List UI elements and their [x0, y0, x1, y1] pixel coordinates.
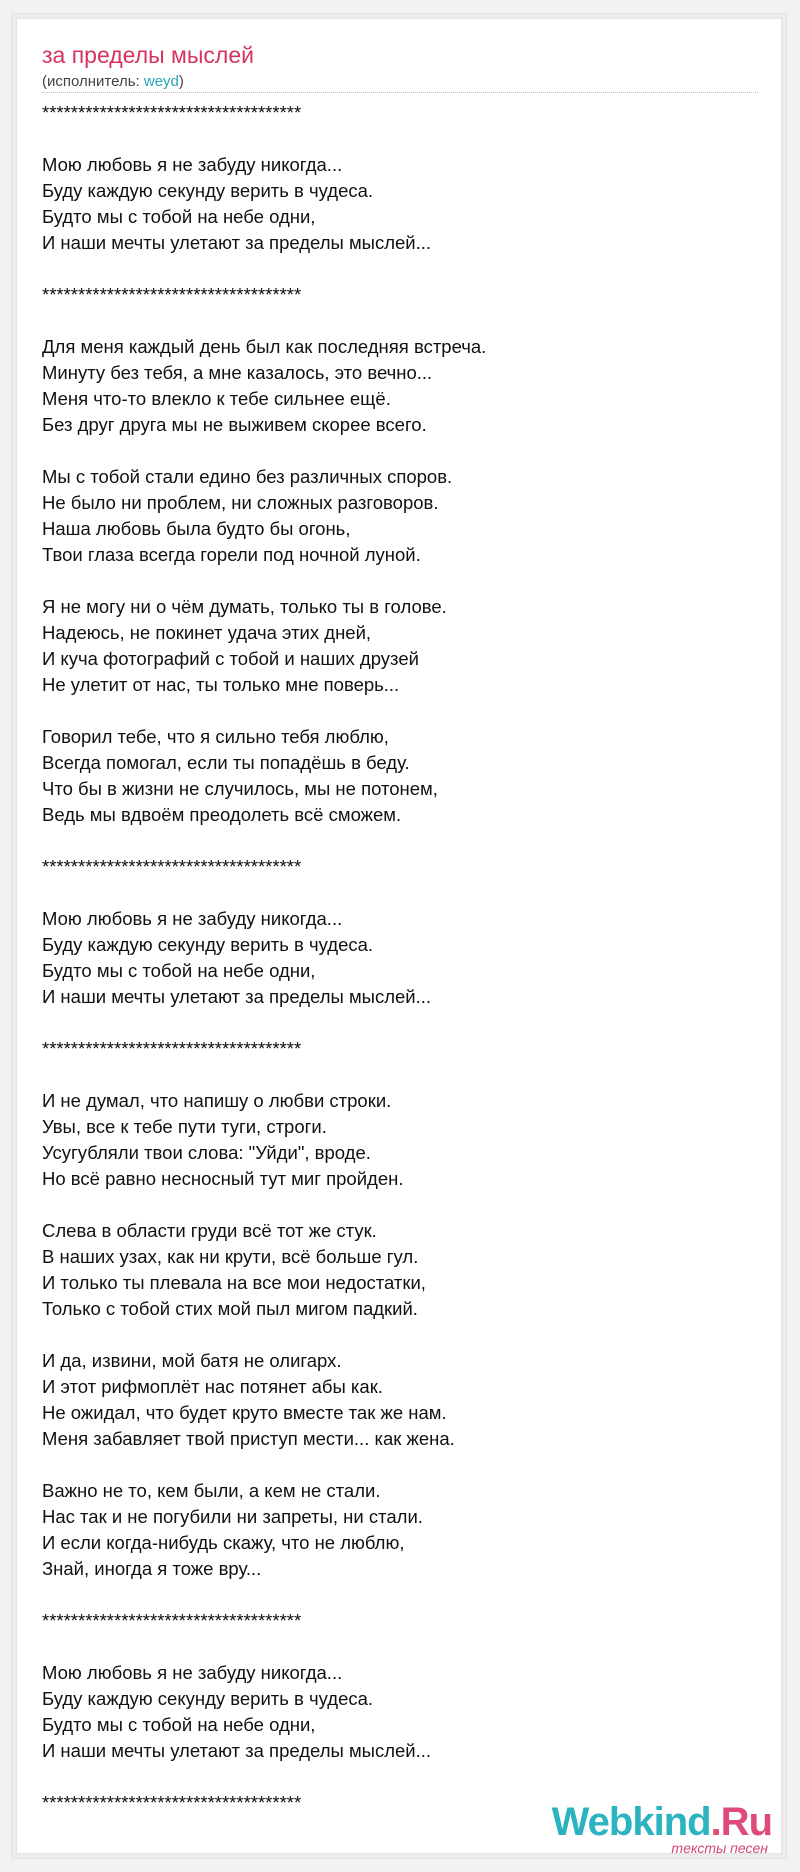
artist-suffix: ) [178, 73, 184, 90]
lyric-line: И если когда-нибудь скажу, что не люблю, [42, 1532, 405, 1553]
lyric-line: Меня забавляет твой приступ мести... как жена. [42, 1428, 455, 1449]
lyric-line: Мою любовь я не забуду никогда... [42, 908, 343, 929]
lyric-line: И наши мечты улетают за пределы мыслей... [42, 986, 432, 1007]
blank-line [42, 126, 762, 152]
lyric-line: Наша любовь была будто бы огонь, [42, 518, 351, 539]
song-title: за пределы мыслей [42, 42, 254, 68]
lyric-line: Мою любовь я не забуду никогда... [42, 1662, 343, 1683]
lyric-line: Меня что-то влекло к тебе сильнее ещё. [42, 388, 391, 409]
lyric-line: Только с тобой стих мой пыл мигом падкий. [42, 1298, 418, 1319]
lyric-line: Не ожидал, что будет круто вместе так же нам. [42, 1402, 447, 1423]
section-separator: ************************************ [42, 284, 302, 305]
lyric-line: Что бы в жизни не случилось, мы не потонем, [42, 778, 438, 799]
lyric-line: Знай, иногда я тоже вру... [42, 1558, 262, 1579]
artist-link[interactable]: weyd [143, 73, 179, 90]
lyric-line: Слева в области груди всё тот же стук. [42, 1220, 377, 1241]
site-watermark [552, 1802, 772, 1856]
blank-line [42, 1010, 762, 1036]
blank-line [42, 1192, 762, 1218]
section-separator: ************************************ [42, 1610, 302, 1631]
lyric-line: И этот рифмоплёт нас потянет абы как. [42, 1376, 383, 1397]
lyric-line: Минуту без тебя, а мне казалось, это вечно... [42, 362, 433, 383]
blank-line [42, 828, 762, 854]
lyric-line: И только ты плевала на все мои недостатки, [42, 1272, 426, 1293]
lyric-line: Ведь мы вдвоём преодолеть всё сможем. [42, 804, 402, 825]
lyric-line: Говорил тебе, что я сильно тебя люблю, [42, 726, 389, 747]
watermark-tld: .Ru [710, 1800, 772, 1844]
lyric-line: Не улетит от нас, ты только мне поверь... [42, 674, 400, 695]
artist-line [42, 72, 184, 92]
lyric-line: Мою любовь я не забуду никогда... [42, 154, 343, 175]
blank-line [42, 1764, 762, 1790]
lyric-line: Для меня каждый день был как последняя встреча. [42, 336, 487, 357]
watermark-brand: Webkind [551, 1800, 711, 1844]
section-separator: ************************************ [42, 102, 302, 123]
blank-line [42, 1322, 762, 1348]
blank-line [42, 308, 762, 334]
section-separator: ************************************ [42, 1038, 302, 1059]
section-separator: ************************************ [42, 1792, 302, 1813]
lyric-line: И да, извини, мой батя не олигарх. [42, 1350, 342, 1371]
section-separator: ************************************ [42, 856, 302, 877]
lyric-line: В наших узах, как ни крути, всё больше гул. [42, 1246, 419, 1267]
lyric-line: Надеюсь, не покинет удача этих дней, [42, 622, 372, 643]
lyric-line: Будто мы с тобой на небе одни, [42, 206, 316, 227]
lyric-line: Важно не то, кем были, а кем не стали. [42, 1480, 381, 1501]
lyric-line: Нас так и не погубили ни запреты, ни стали. [42, 1506, 423, 1527]
blank-line [42, 438, 762, 464]
lyric-line: Твои глаза всегда горели под ночной луной. [42, 544, 421, 565]
watermark-tagline: тексты песен [671, 1840, 768, 1856]
header-divider [42, 92, 758, 93]
lyric-line: Мы с тобой стали едино без различных споров. [42, 466, 453, 487]
lyric-line: И куча фотографий с тобой и наших друзей [42, 648, 419, 669]
blank-line [42, 1634, 762, 1660]
lyric-line: Не было ни проблем, ни сложных разговоров. [42, 492, 439, 513]
lyric-line: И не думал, что напишу о любви строки. [42, 1090, 392, 1111]
lyric-line: Будто мы с тобой на небе одни, [42, 960, 316, 981]
blank-line [42, 256, 762, 282]
lyric-line: Будто мы с тобой на небе одни, [42, 1714, 316, 1735]
watermark-logo [552, 1802, 772, 1842]
lyric-line: Буду каждую секунду верить в чудеса. [42, 1688, 374, 1709]
lyric-line: Всегда помогал, если ты попадёшь в беду. [42, 752, 410, 773]
blank-line [42, 698, 762, 724]
lyric-line: Усугубляли твои слова: "Уйди", вроде. [42, 1142, 371, 1163]
lyric-line: Но всё равно несносный тут миг пройден. [42, 1168, 404, 1189]
lyric-line: И наши мечты улетают за пределы мыслей... [42, 232, 432, 253]
blank-line [42, 568, 762, 594]
lyric-line: Увы, все к тебе пути туги, строги. [42, 1116, 327, 1137]
lyric-line: Буду каждую секунду верить в чудеса. [42, 180, 374, 201]
lyric-line: Я не могу ни о чём думать, только ты в голове. [42, 596, 447, 617]
blank-line [42, 1582, 762, 1608]
lyric-line: Буду каждую секунду верить в чудеса. [42, 934, 374, 955]
blank-line [42, 880, 762, 906]
lyric-line: Без друг друга мы не выживем скорее всего. [42, 414, 427, 435]
blank-line [42, 1062, 762, 1088]
blank-line [42, 1452, 762, 1478]
lyrics-body [42, 100, 762, 1816]
artist-prefix: (исполнитель: [42, 73, 144, 90]
lyric-line: И наши мечты улетают за пределы мыслей... [42, 1740, 432, 1761]
